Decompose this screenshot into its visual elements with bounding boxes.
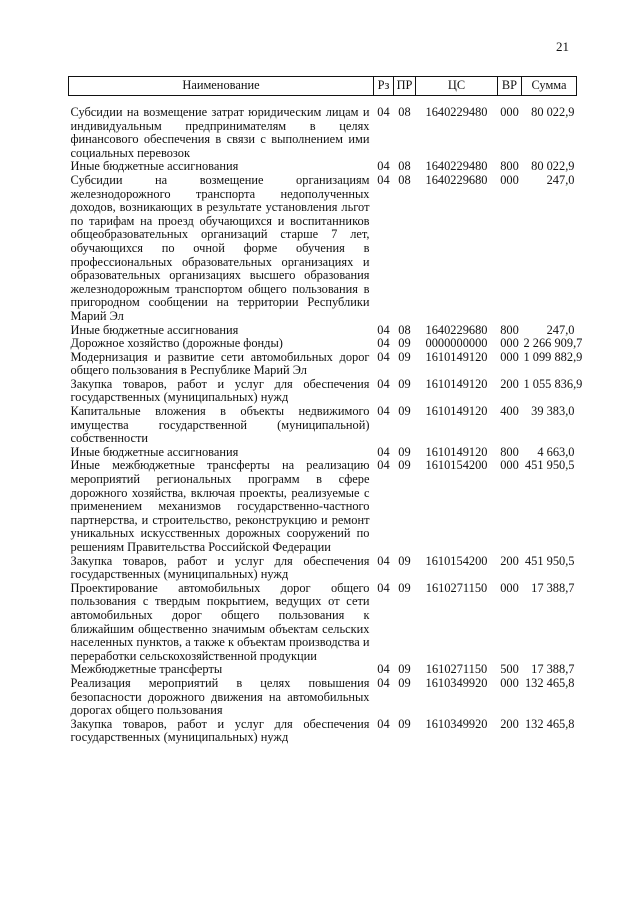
header-sum: Сумма <box>522 77 577 96</box>
cell-pr: 09 <box>398 404 411 419</box>
cell-vr: 200 <box>500 553 519 568</box>
cell-rz: 04 <box>377 159 390 174</box>
cell-cs: 1640229680 <box>425 322 488 337</box>
header-name: Наименование <box>69 77 374 96</box>
header-cs: ЦС <box>416 77 498 96</box>
cell-sum: 1 055 836,9 <box>523 376 583 391</box>
cell-sum: 247,0 <box>546 172 575 187</box>
cell-rz: 04 <box>377 172 390 187</box>
cell-vr: 200 <box>500 716 519 731</box>
cell-vr: 000 <box>500 458 519 473</box>
cell-cs: 1640229480 <box>425 159 488 174</box>
header-vr: ВР <box>498 77 522 96</box>
cell-cs: 0000000000 <box>425 336 488 351</box>
cell-pr: 09 <box>398 553 411 568</box>
cell-pr: 09 <box>398 716 411 731</box>
cell-name: Субсидии на возмещение организациям железнодорожного транспорта недополученных доходов, возникающих в результате установления льгот по тарифам на проезд обучающихся и воспитанников общеобразовательных организаций старше 7 лет, обучающихся по очной форме обучения в профессиональных образовательных организациях и образовательных организациях высшего образования железнодорожным транспортом общего пользования в пригородном сообщении на территории Республики Марий Эл <box>70 172 370 323</box>
table-row <box>69 405 577 446</box>
cell-cs: 1610271150 <box>425 662 488 677</box>
cell-vr: 000 <box>500 172 519 187</box>
table-header <box>69 77 577 96</box>
table-row <box>69 555 577 582</box>
cell-sum: 132 465,8 <box>524 716 575 731</box>
cell-name: Иные бюджетные ассигнования <box>70 322 239 337</box>
cell-sum: 1 099 882,9 <box>523 349 583 364</box>
cell-name: Дорожное хозяйство (дорожные фонды) <box>70 336 283 351</box>
cell-vr: 500 <box>500 662 519 677</box>
cell-vr: 000 <box>500 105 519 119</box>
cell-name: Реализация мероприятий в целях повышения безопасности дорожного движения на автомобильных дорогах общего пользования <box>70 675 370 718</box>
cell-cs: 1610154200 <box>425 553 488 568</box>
cell-sum: 80 022,9 <box>531 105 575 119</box>
cell-sum: 17 388,7 <box>531 662 575 677</box>
cell-sum: 247,0 <box>546 322 575 337</box>
cell-name: Проектирование автомобильных дорог общего пользования с твердым покрытием, ведущих от сети автомобильных дорог общего пользования к ближайшим общественно значимым объектам сельских населенных пунктов, а также к объектам производства и переработки сельскохозяйственной продукции <box>70 580 370 663</box>
budget-table <box>68 76 583 745</box>
cell-name: Закупка товаров, работ и услуг для обеспечения государственных (муниципальных) нужд <box>70 376 370 405</box>
cell-sum: 4 663,0 <box>537 444 575 459</box>
cell-cs: 1610149120 <box>425 376 488 391</box>
table-row <box>69 351 577 378</box>
cell-rz: 04 <box>377 105 390 119</box>
cell-pr: 08 <box>398 159 411 174</box>
table-row <box>69 446 577 460</box>
cell-rz: 04 <box>377 662 390 677</box>
cell-cs: 1610271150 <box>425 580 488 595</box>
cell-rz: 04 <box>377 458 390 473</box>
cell-sum: 451 950,5 <box>524 553 575 568</box>
cell-pr: 09 <box>398 336 411 351</box>
cell-name: Закупка товаров, работ и услуг для обеспечения государственных (муниципальных) нужд <box>70 553 370 582</box>
cell-cs: 1610349920 <box>425 716 488 731</box>
table-row <box>69 582 577 664</box>
cell-rz: 04 <box>377 376 390 391</box>
cell-vr: 800 <box>500 159 519 174</box>
cell-rz: 04 <box>377 322 390 337</box>
table-row <box>69 160 577 174</box>
cell-rz: 04 <box>377 580 390 595</box>
table-row <box>69 106 577 160</box>
cell-vr: 000 <box>500 336 519 351</box>
cell-rz: 04 <box>377 675 390 690</box>
cell-sum: 39 383,0 <box>531 404 575 419</box>
cell-name: Иные бюджетные ассигнования <box>70 159 239 174</box>
cell-name: Модернизация и развитие сети автомобильных дорог общего пользования в Республике Марий Эл <box>70 349 370 378</box>
cell-rz: 04 <box>377 404 390 419</box>
cell-vr: 200 <box>500 376 519 391</box>
table-body <box>69 96 583 745</box>
cell-name: Капитальные вложения в объекты недвижимого имущества государственной (муниципальной) собственности <box>70 404 370 446</box>
cell-pr: 08 <box>398 105 411 119</box>
header-rz: Рз <box>374 77 394 96</box>
cell-rz: 04 <box>377 716 390 731</box>
cell-sum: 132 465,8 <box>524 675 575 690</box>
table-row <box>69 677 577 718</box>
cell-name: Субсидии на возмещение затрат юридическим лицам и индивидуальным предпринимателям в целях финансового обеспечения в связи с выполнением ими социальных перевозок <box>70 105 370 160</box>
cell-cs: 1640229480 <box>425 105 488 119</box>
cell-pr: 09 <box>398 580 411 595</box>
table-row <box>69 718 577 745</box>
cell-cs: 1610349920 <box>425 675 488 690</box>
cell-sum: 2 266 909,7 <box>523 336 583 351</box>
header-pr: ПР <box>394 77 416 96</box>
cell-name: Межбюджетные трансферты <box>70 662 223 677</box>
cell-vr: 800 <box>500 322 519 337</box>
table-row <box>69 378 577 405</box>
cell-vr: 800 <box>500 444 519 459</box>
cell-pr: 09 <box>398 376 411 391</box>
cell-rz: 04 <box>377 349 390 364</box>
cell-vr: 000 <box>500 580 519 595</box>
cell-name: Иные бюджетные ассигнования <box>70 444 239 459</box>
cell-cs: 1610149120 <box>425 349 488 364</box>
cell-pr: 08 <box>398 322 411 337</box>
cell-rz: 04 <box>377 553 390 568</box>
cell-cs: 1610149120 <box>425 444 488 459</box>
cell-name: Иные межбюджетные трансферты на реализацию мероприятий региональных программ в сфере дорожного хозяйства, включая проекты, реализуемые с применением механизмов государственно-частного партнерства, и строительство, реконструкцию и ремонт уникальных искусственных дорожных сооружений по решениям Правительства Российской Федерации <box>70 458 370 554</box>
page-number: 21 <box>556 39 569 54</box>
cell-sum: 80 022,9 <box>531 159 575 174</box>
cell-name: Закупка товаров, работ и услуг для обеспечения государственных (муниципальных) нужд <box>70 716 370 745</box>
cell-vr: 400 <box>500 404 519 419</box>
cell-sum: 17 388,7 <box>531 580 575 595</box>
cell-vr: 000 <box>500 675 519 690</box>
cell-pr: 09 <box>398 458 411 473</box>
cell-cs: 1610154200 <box>425 458 488 473</box>
table-row <box>69 324 577 338</box>
cell-pr: 09 <box>398 444 411 459</box>
table-row <box>69 174 577 324</box>
cell-pr: 09 <box>398 675 411 690</box>
table-row <box>69 459 577 554</box>
cell-rz: 04 <box>377 444 390 459</box>
cell-pr: 09 <box>398 662 411 677</box>
cell-pr: 08 <box>398 172 411 187</box>
table-row <box>69 663 577 677</box>
cell-vr: 000 <box>500 349 519 364</box>
cell-cs: 1610149120 <box>425 404 488 419</box>
cell-cs: 1640229680 <box>425 172 488 187</box>
cell-sum: 451 950,5 <box>524 458 575 473</box>
cell-pr: 09 <box>398 349 411 364</box>
table-row <box>69 337 577 351</box>
cell-rz: 04 <box>377 336 390 351</box>
